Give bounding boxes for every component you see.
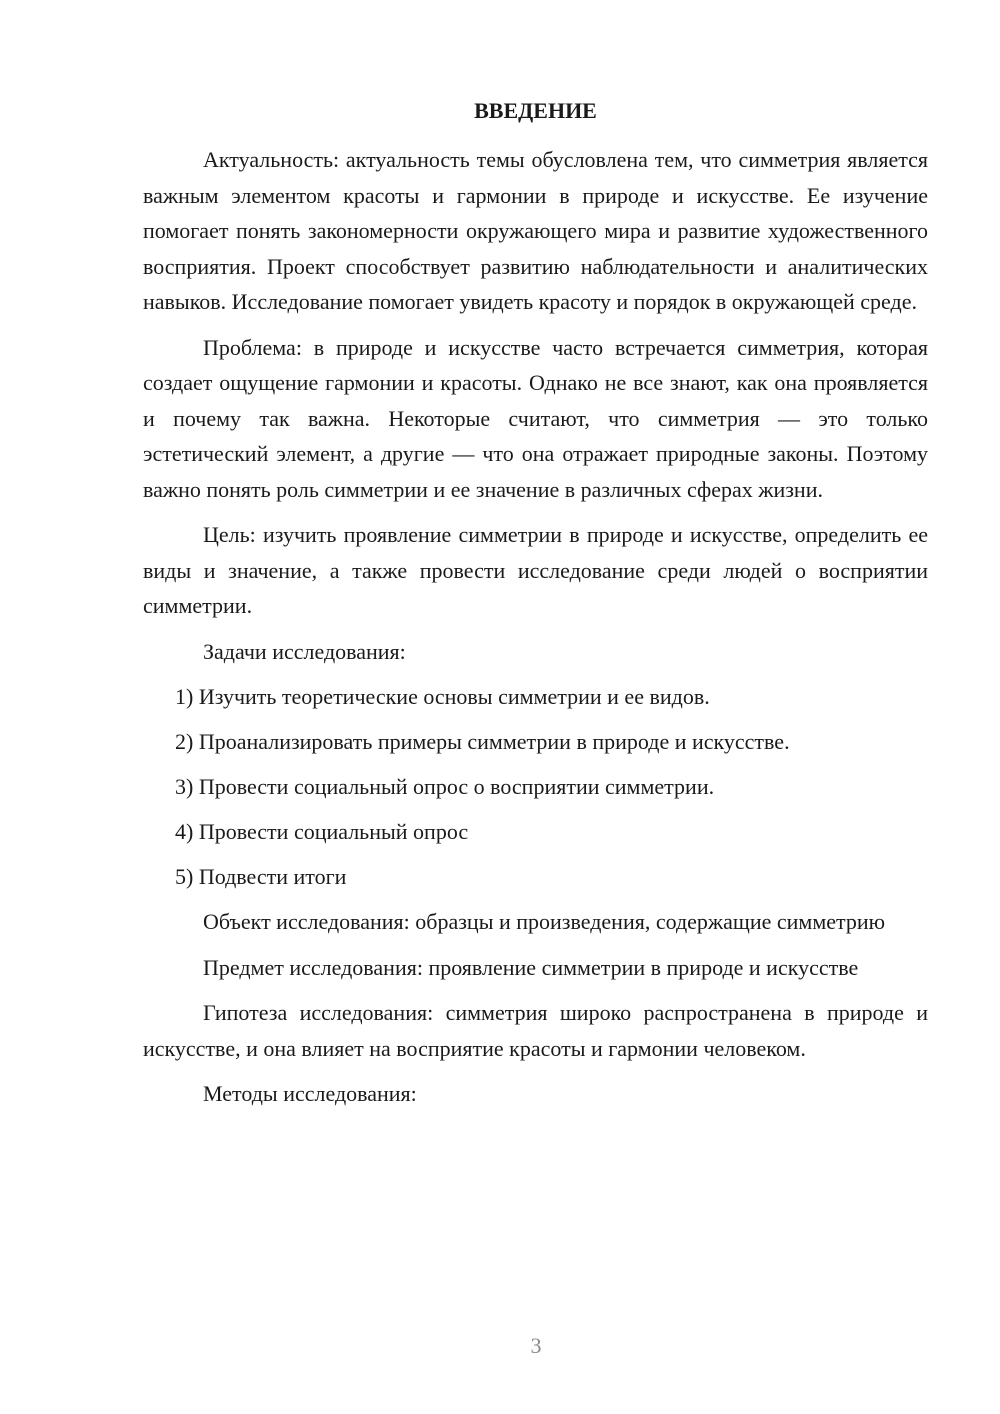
- list-item: 2) Проанализировать примеры симметрии в природе и искусстве.: [175, 729, 790, 754]
- list-item: 4) Провести социальный опрос: [175, 819, 469, 844]
- paragraph-hypothesis: Гипотеза исследования: симметрия широко распространена в природе и искусстве, и она влияет на восприятие красоты и гармонии человеком.: [143, 1000, 928, 1061]
- list-item: 3) Провести социальный опрос о восприятии симметрии.: [175, 774, 715, 799]
- list-item: 5) Подвести итоги: [175, 864, 347, 889]
- paragraph-problem: Проблема: в природе и искусстве часто встречается симметрия, которая создает ощущение гармонии и красоты. Однако не все знают, как она проявляется и почему так важна. Некоторые считают, что симметрия — это только эстетический элемент, а другие — что она отражает природные законы. Поэтому важно понять роль симметрии и ее значение в различных сферах жизни.: [143, 334, 928, 502]
- tasks-heading: Задачи исследования:: [203, 638, 406, 664]
- document-body: [143, 142, 928, 1122]
- paragraph-subject: Предмет исследования: проявление симметрии в природе и искусстве: [203, 954, 859, 980]
- paragraph-relevance: Актуальность: актуальность темы обусловлена тем, что симметрия является важным элементом красоты и гармонии в природе и искусстве. Ее изучение помогает понять закономерности окружающего мира и развитие художественного восприятия. Проект способствует развитию наблюдательности и аналитических навыков. Исследование помогает увидеть красоту и порядок в окружающей среде.: [143, 147, 928, 314]
- page-number: 3: [530, 1333, 542, 1358]
- paragraph-object: Объект исследования: образцы и произведения, содержащие симметрию: [203, 909, 886, 934]
- list-item: 1) Изучить теоретические основы симметрии и ее видов.: [175, 684, 710, 709]
- methods-heading: Методы исследования:: [203, 1081, 417, 1106]
- page-title: ВВЕДЕНИЕ: [474, 98, 597, 123]
- paragraph-goal: Цель: изучить проявление симметрии в природе и искусстве, определить ее виды и значение, а также провести исследование среди людей о восприятии симметрии.: [143, 522, 928, 618]
